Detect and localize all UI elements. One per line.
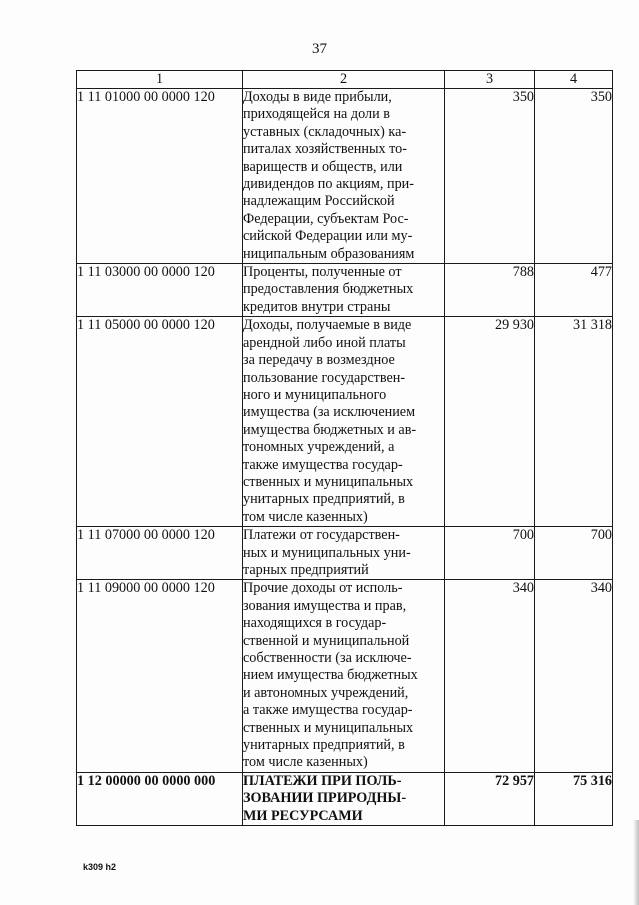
budget-code-cell: 1 12 00000 00 0000 000 [77,772,243,825]
table-header-row [77,71,613,89]
value-col3-cell: 350 [445,89,535,264]
value-col3-cell: 29 930 [445,317,535,527]
budget-code-cell: 1 11 05000 00 0000 120 [77,317,243,527]
value-col4-cell: 477 [535,264,613,317]
value-col4-cell: 700 [535,527,613,580]
column-header-1: 1 [77,71,243,89]
budget-code-cell: 1 11 01000 00 0000 120 [77,89,243,264]
table-row [77,89,613,264]
description-cell: ПЛАТЕЖИ ПРИ ПОЛЬ- ЗОВАНИИ ПРИРОДНЫ- МИ РЕСУРСАМИ [243,772,445,825]
value-col4-cell: 340 [535,580,613,772]
value-col4-cell: 350 [535,89,613,264]
budget-code-cell: 1 11 09000 00 0000 120 [77,580,243,772]
column-header-4: 4 [535,71,613,89]
description-cell: Прочие доходы от исполь- зования имущества и прав, находящихся в государ- ственной и муниципальной собственности (за исключе- нием имущества бюджетных и автономных учреждений, а также имущества государ- ственных и муниципальных унитарных предприятий, в том числе казенных) [243,580,445,772]
table-row [77,264,613,317]
value-col3-cell: 72 957 [445,772,535,825]
value-col4-cell: 31 318 [535,317,613,527]
column-header-2: 2 [243,71,445,89]
table-row [77,580,613,772]
scan-edge-shadow [633,820,639,905]
description-cell: Доходы в виде прибыли, приходящейся на доли в уставных (складочных) ка- питалах хозяйственных то- вариществ и обществ, или дивидендов по акциям, при- надлежащим Российской Федерации, субъектам Рос- сийской Федерации или му- ниципальным образованиям [243,89,445,264]
table-row [77,527,613,580]
description-cell: Платежи от государствен- ных и муниципальных уни- тарных предприятий [243,527,445,580]
table-row [77,317,613,527]
budget-revenue-table [76,70,613,826]
value-col3-cell: 700 [445,527,535,580]
value-col3-cell: 788 [445,264,535,317]
budget-code-cell: 1 11 07000 00 0000 120 [77,527,243,580]
page-number: 37 [312,41,327,57]
value-col4-cell: 75 316 [535,772,613,825]
value-col3-cell: 340 [445,580,535,772]
description-cell: Проценты, полученные от предоставления бюджетных кредитов внутри страны [243,264,445,317]
footer-code: k309 h2 [83,862,117,872]
description-cell: Доходы, получаемые в виде арендной либо иной платы за передачу в возмездное пользование государствен- ного и муниципального имущества (за исключением имущества бюджетных и ав- тономных учреждений, а также имущества государ- ственных и муниципальных унитарных предприятий, в том числе казенных) [243,317,445,527]
budget-code-cell: 1 11 03000 00 0000 120 [77,264,243,317]
column-header-3: 3 [445,71,535,89]
table-row [77,772,613,825]
